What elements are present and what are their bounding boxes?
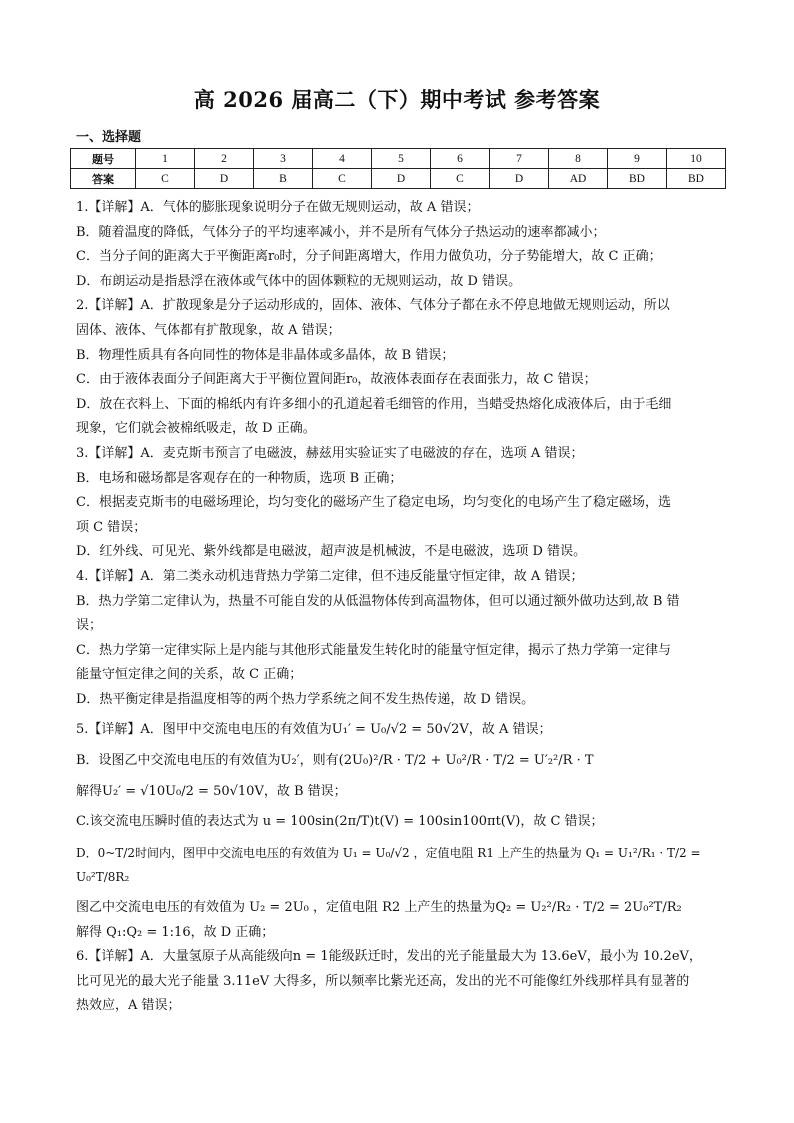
question-number: 8 — [549, 149, 608, 169]
answer-cell: BD — [667, 169, 726, 189]
explanation-line: 误； — [76, 618, 103, 634]
question-number: 5 — [372, 149, 431, 169]
explanation-line: D．红外线、可见光、紫外线都是电磁波，超声波是机械波，不是电磁波，选项 D 错误。 — [76, 544, 587, 560]
explanation-line: D．布朗运动是指悬浮在液体或气体中的固体颗粒的无规则运动，故 D 错误。 — [76, 273, 522, 289]
explanation-line: C．由于液体表面分子间距离大于平衡位置间距r₀，故液体表面存在表面张力，故 C 错误； — [76, 372, 597, 388]
question-number-row — [71, 149, 726, 169]
question-number: 9 — [608, 149, 667, 169]
explanation-line: C．当分子间的距离大于平衡距离r₀时，分子间距离增大，作用力做负功，分子势能增大，故 C 正确； — [76, 249, 662, 265]
question-number: 10 — [667, 149, 726, 169]
answer-cell: B — [254, 169, 313, 189]
row-label-number: 题号 — [71, 149, 136, 169]
explanation-line: 比可见光的最大光子能量 3.11eV 大得多，所以频率比紫光还高，发出的光不可能像红外线那样具有显著的 — [76, 973, 690, 989]
answer-table — [70, 148, 726, 189]
answer-cell: C — [313, 169, 372, 189]
answer-cell: AD — [549, 169, 608, 189]
explanations — [76, 196, 722, 1019]
explanation-formula-line: 图乙中交流电电压的有效值为 U₂ = 2U₀ ，定值电阻 R2 上产生的热量为Q₂ = U₂²/R₂ · T/2 = 2U₀²T/R₂ — [76, 900, 682, 916]
answer-row — [71, 169, 726, 189]
explanation-formula-line: 5.【详解】A．图甲中交流电电压的有效值为U₁′ = U₀/√2 = 50√2V，故 A 错误； — [76, 722, 552, 738]
answer-cell: D — [490, 169, 549, 189]
explanation-line: C．根据麦克斯韦的电磁场理论，均匀变化的磁场产生了稳定电场，均匀变化的电场产生了稳定磁场，选 — [76, 495, 671, 511]
question-number: 4 — [313, 149, 372, 169]
explanation-line: 现象，它们就会被棉纸吸走，故 D 正确。 — [76, 421, 316, 437]
explanation-line: 热效应，A 错误； — [76, 998, 181, 1014]
answer-cell: D — [372, 169, 431, 189]
explanation-line: 能量守恒定律之间的关系，故 C 正确； — [76, 667, 303, 683]
explanation-line: B．电场和磁场都是客观存在的一种物质，选项 B 正确； — [76, 470, 403, 486]
explanation-line: 固体、液体、气体都有扩散现象，故 A 错误； — [76, 322, 341, 338]
explanation-formula-line: C.该交流电压瞬时值的表达式为 u = 100sin(2π/T)t(V) = 100sin100πt(V)，故 C 错误； — [76, 814, 604, 830]
explanation-line: 3.【详解】A．麦克斯韦预言了电磁波，赫兹用实验证实了电磁波的存在，选项 A 错误； — [76, 445, 584, 461]
explanation-line: 项 C 错误； — [76, 519, 147, 535]
question-number: 2 — [195, 149, 254, 169]
question-number: 3 — [254, 149, 313, 169]
question-number: 1 — [136, 149, 195, 169]
page-title: 高 2026 届高二（下）期中考试 参考答案 — [193, 87, 601, 112]
explanation-line: 4.【详解】A．第二类永动机违背热力学第二定律，但不违反能量守恒定律，故 A 错误； — [76, 568, 584, 584]
explanation-line: D．热平衡定律是指温度相等的两个热力学系统之间不发生热传递，故 D 错误。 — [76, 691, 535, 707]
question-number: 7 — [490, 149, 549, 169]
answer-cell: C — [431, 169, 490, 189]
explanation-line: 6.【详解】A．大量氢原子从高能级向n = 1能级跃迁时，发出的光子能量最大为 13.6eV，最小为 10.2eV， — [76, 949, 702, 965]
explanation-formula-line: 解得U₂′ = √10U₀/2 = 50√10V，故 B 错误； — [76, 783, 347, 799]
explanation-line: 2.【详解】A．扩散现象是分子运动形成的，固体、液体、气体分子都在永不停息地做无规则运动，所以 — [76, 298, 670, 314]
question-number: 6 — [431, 149, 490, 169]
answer-cell: C — [136, 169, 195, 189]
row-label-answer: 答案 — [71, 169, 136, 189]
explanation-line: C．热力学第一定律实际上是内能与其他形式能量发生转化时的能量守恒定律，揭示了热力学第一定律与 — [76, 642, 671, 658]
explanation-line: B．随着温度的降低，气体分子的平均速率减小，并不是所有气体分子热运动的速率都减小； — [76, 224, 606, 240]
explanation-line: 解得 Q₁:Q₂ = 1:16，故 D 正确； — [76, 924, 275, 940]
explanation-formula-line: D．0~T/2时间内，图甲中交流电电压的有效值为 U₁ = U₀/√2 ，定值电阻 R1 上产生的热量为 Q₁ = U₁²/R₁ · T/2 = U₀²T/8R₂ — [76, 845, 701, 885]
section-heading: 一、选择题 — [76, 130, 142, 145]
explanation-line: B．热力学第二定律认为，热量不可能自发的从低温物体传到高温物体，但可以通过额外做功达到,故 B 错 — [76, 593, 680, 609]
answer-cell: D — [195, 169, 254, 189]
explanation-line: 1.【详解】A．气体的膨胀现象说明分子在做无规则运动，故 A 错误； — [76, 200, 480, 215]
explanation-line: D．放在衣料上、下面的棉纸内有许多细小的孔道起着毛细管的作用，当蜡受热熔化成液体后，由于毛细 — [76, 396, 672, 412]
answer-cell: BD — [608, 169, 667, 189]
explanation-formula-line: B．设图乙中交流电电压的有效值为U₂′，则有(2U₀)²/R · T/2 + U₀²/R · T/2 = U′₂²/R · T — [76, 753, 594, 769]
explanation-line: B．物理性质具有各向同性的物体是非晶体或多晶体，故 B 错误； — [76, 347, 455, 363]
